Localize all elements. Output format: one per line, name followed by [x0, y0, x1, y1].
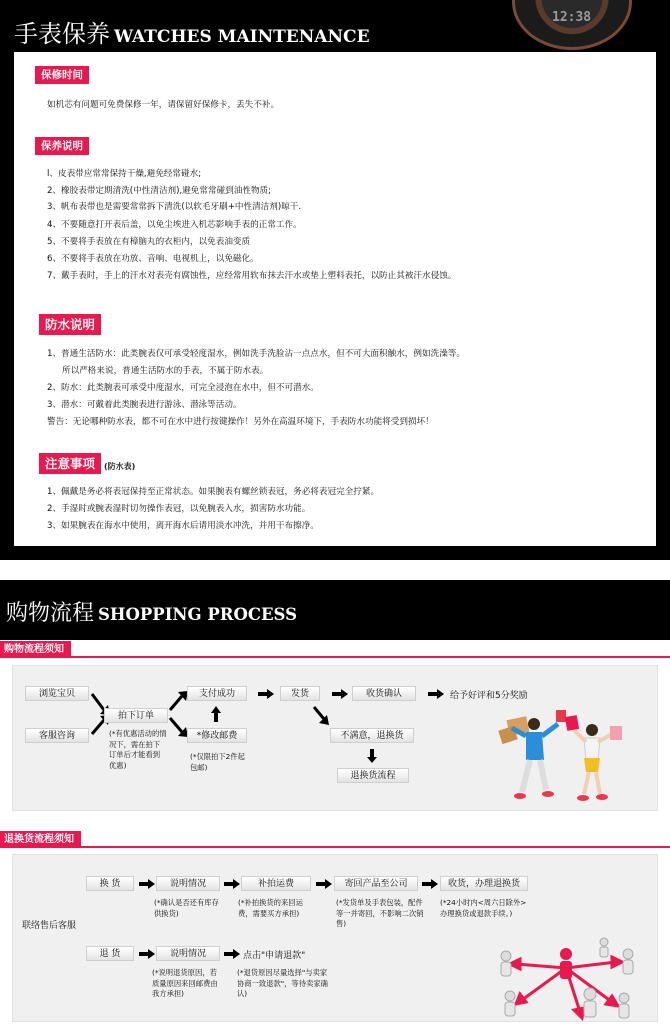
warranty-tag: 保修时间	[35, 66, 89, 84]
flow-good-review: 给予好评和5分奖励	[450, 691, 528, 701]
notice-tag: 注意事项	[39, 453, 101, 474]
waterproof-item: 所以严格来说，普通生活防水的手表，不属于防水表。	[62, 366, 269, 376]
arrow-down-icon	[367, 749, 377, 763]
arrow-right-icon	[422, 879, 438, 889]
care-item: 6、不要将手表放在功放、音响、电视机上，以免磁化。	[47, 254, 259, 264]
notice-item: 2、手湿时或腕表湿时切勿操作表冠，以免腕表入水，损害防水功能。	[47, 504, 311, 514]
watch-dial-icon	[512, 0, 632, 50]
warranty-text: 如机芯有问题可免费保修一年，请保留好保修卡，丢失不补。	[47, 100, 280, 110]
waterproof-item: 2、防水：此类腕表可承受中度湿水，可完全浸泡在水中，但不可潜水。	[47, 383, 319, 393]
warning-text: 警告：无论哪种防水表，都不可在水中进行按键操作！另外在高温环境下，手表防水功能将受到损坏！	[47, 417, 434, 427]
maintenance-title	[14, 14, 370, 49]
maintenance-title-en: WATCHES MAINTENANCE	[114, 27, 370, 47]
flow-receive-process: 收货，办理退换货	[440, 876, 528, 891]
divider	[0, 846, 670, 848]
purchase-flow-tag: 购物流程须知	[0, 641, 71, 658]
network-people-image	[486, 934, 646, 1022]
care-item: 4、不要随意打开表后盖，以免尘埃进入机芯影响手表的正常工作。	[47, 220, 302, 230]
flow-explain-refund-note: (*说明退货原因，若质量原因来回邮费由我方承担)	[152, 968, 218, 998]
flow-refund: 退 货	[86, 946, 134, 961]
arrow-right-icon	[139, 879, 155, 889]
arrow-right-icon	[428, 689, 444, 699]
maintenance-card	[14, 52, 656, 546]
notice-item: 1、佩戴是务必将表冠保持至正常状态。如果腕表有螺丝锁表冠，务必将表冠完全拧紧。	[47, 487, 380, 497]
care-item: 7、戴手表时，手上的汗水对表壳有腐蚀性，应经常用软布抹去汗水或垫上塑料表托，以防止其被汗水侵蚀。	[47, 271, 457, 281]
arrow-right-icon	[332, 689, 348, 699]
arrow-down-right-icon	[312, 705, 332, 727]
care-item: 3、帆布表带也是需要常常拆下清洗(以软毛牙刷+中性清洁剂)晾干.	[47, 202, 302, 212]
flow-pay-success: 支付成功	[187, 686, 247, 701]
flow-explain-exchange-note: (*确认是否还有库存供换货)	[154, 898, 219, 918]
arrow-right-icon	[258, 689, 274, 699]
flow-pay-shipping: 补拍运费	[241, 876, 311, 891]
care-item: l、皮表带应常常保持干燥,避免经常碰水;	[47, 169, 202, 179]
flow-order-note: (*有优惠活动的情况下，需在拍下订单后才能看到优惠)	[109, 729, 167, 770]
flow-exchange: 换 货	[86, 876, 134, 891]
care-tag: 保养说明	[35, 137, 89, 155]
maintenance-title-cn: 手表保养	[14, 20, 110, 48]
flow-explain-refund: 说明情况	[156, 946, 220, 961]
flow-ship: 发货	[280, 686, 320, 701]
flow-return-process: 退换货流程	[337, 768, 409, 783]
flow-send-back: 寄回产品至公司	[334, 876, 418, 891]
happy-shoppers-image	[486, 700, 636, 804]
flow-send-back-note: (*发货单及手表包装，配件等一并寄回，不影响二次销售)	[336, 898, 424, 928]
divider	[0, 656, 670, 658]
flow-apply-refund: 点击"申请退款"	[243, 951, 306, 961]
care-item: 2、橡胶表带定期清洗(中性清洁剂),避免常常碰到油性物质;	[47, 186, 272, 196]
shopping-section-header	[0, 580, 670, 640]
flow-modify-postage: *修改邮费	[187, 728, 247, 743]
flow-apply-refund-note: (*退货原因尽量选择"与卖家协商一致退款"，等待卖家确认)	[237, 968, 328, 998]
shopping-title	[6, 596, 297, 627]
flow-place-order: 拍下订单	[104, 708, 168, 723]
shopping-title-cn: 购物流程	[6, 601, 95, 626]
return-flow-tag: 退换货流程须知	[0, 831, 81, 848]
arrow-right-icon	[139, 949, 155, 959]
flow-explain-exchange: 说明情况	[156, 876, 220, 891]
notice-tag-note: (防水表)	[104, 462, 136, 471]
arrow-right-icon	[224, 879, 240, 889]
flow-browse: 浏览宝贝	[25, 686, 89, 701]
flow-confirm-receipt: 收货确认	[352, 686, 416, 701]
watch-image	[504, 0, 644, 52]
waterproof-item: 3、潜水：可戴着此类腕表进行游泳、潜泳等活动。	[47, 400, 242, 410]
care-item: 5、不要将手表放在有樟脑丸的衣柜内，以免表油变质	[47, 237, 251, 247]
shopping-title-en: SHOPPING PROCESS	[98, 605, 298, 624]
arrow-right-icon	[224, 949, 240, 959]
flow-receive-process-note: (*24小时内<周六日除外>办理换货或退款手续。)	[440, 898, 527, 918]
flow-postage-note: (*仅限拍下2件起包邮)	[190, 752, 245, 772]
flow-contact-service: 联络售后客服	[22, 921, 77, 931]
arrow-up-icon	[211, 706, 221, 722]
flow-unsatisfied-return: 不满意，退换货	[330, 728, 414, 743]
arrow-right-icon	[316, 879, 332, 889]
waterproof-item: 1、普通生活防水：此类腕表仅可承受轻度湿水，例如洗手洗脸沾一点点水，但不可大面积触水，例如洗澡等。	[47, 349, 465, 359]
notice-item: 3、如果腕表在海水中使用，离开海水后请用淡水冲洗，并用干布擦净。	[47, 521, 319, 531]
waterproof-tag: 防水说明	[39, 314, 101, 335]
flow-pay-shipping-note: (*补拍换货的来回运费，需要买方承担)	[238, 898, 303, 918]
watch-lcd-display: 12:38	[552, 10, 592, 25]
flow-service: 客服咨询	[25, 728, 89, 743]
